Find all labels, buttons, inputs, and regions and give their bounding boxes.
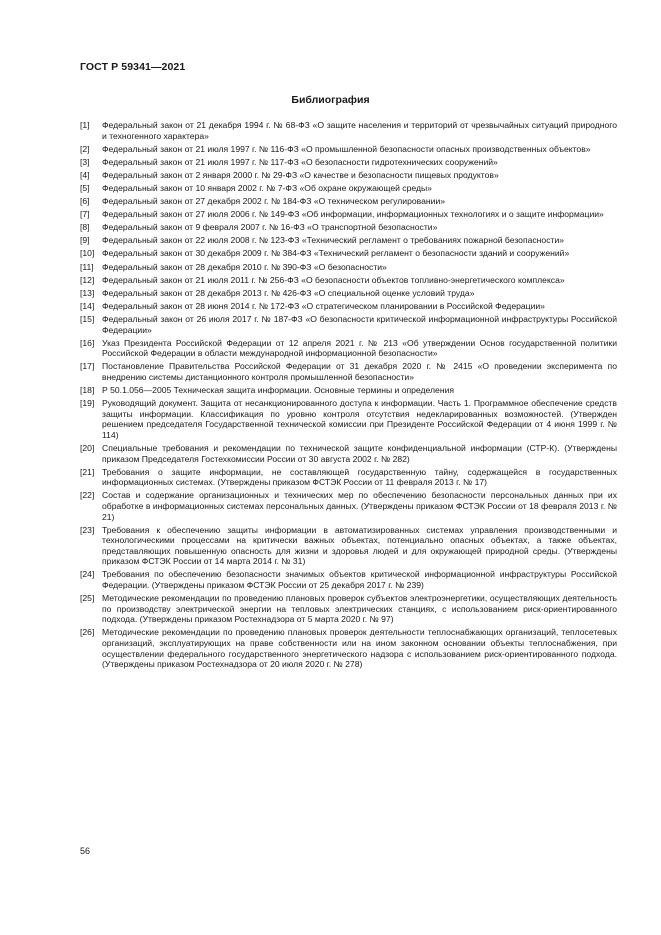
bibliography-entry: [80, 301, 617, 312]
entry-text: Р 50.1.056—2005 Техническая защита информации. Основные термины и определения: [102, 384, 455, 395]
entry-text: Состав и содержание организационных и технических мер по обеспечению безопасности персональных данных при их обработке в информационных системах персональных данных. (Утверждены приказом ФСТЭК России от 18 февраля 2013 г. № 21): [102, 490, 617, 522]
bibliography-entry: [80, 222, 617, 233]
bibliography-entry: [80, 183, 617, 194]
bibliography-entry: [80, 361, 617, 382]
bibliography-entry: [80, 314, 617, 335]
entry-text: Федеральный закон от 30 декабря 2009 г. № 384-ФЗ «Технический регламент о безопасности зданий и сооружений»: [102, 248, 570, 259]
bibliography-entry: [80, 209, 617, 220]
entry-text: Федеральный закон от 21 июля 1997 г. № 117-ФЗ «О безопасности гидротехнических сооружений»: [102, 156, 498, 167]
entry-number: [11]: [80, 261, 94, 272]
bibliography-entry: [80, 288, 617, 299]
entry-text: Указ Президента Российской Федерации от 12 апреля 2021 г. № 213 «Об утверждении Основ государственной политики Российской Федерации в области международной информационной безопасности»: [102, 337, 617, 359]
entry-number: [25]: [80, 593, 95, 604]
entry-text: Федеральный закон от 2 января 2000 г. № 29-ФЗ «О качестве и безопасности пищевых продуктов»: [102, 169, 499, 180]
entry-number: [2]: [80, 143, 90, 154]
entry-number: [23]: [80, 524, 95, 535]
standard-designation: ГОСТ Р 59341—2021: [80, 61, 186, 73]
entry-text: Федеральный закон от 28 декабря 2013 г. № 426-ФЗ «О специальной оценке условий труда»: [102, 287, 475, 298]
bibliography-list: [80, 120, 617, 672]
entry-text: Федеральный закон от 27 июля 2006 г. № 149-ФЗ «Об информации, информационных технологиях и о защите информации»: [102, 209, 604, 220]
entry-number: [3]: [80, 156, 90, 167]
entry-text: Руководящий документ. Защита от несанкционированного доступа к информации. Часть 1. Программное обеспечение средств защиты информации. Классификация по уровню контроля отсутствия недекларированных возможностей. (Утвержден решением председателя Государственной технической комиссии при Президенте Российской Федерации от 4 июня 1999 г. № 114): [102, 398, 617, 440]
bibliography-entry: [80, 120, 617, 141]
entry-number: [14]: [80, 300, 95, 311]
bibliography-entry: [80, 467, 617, 488]
entry-text: Федеральный закон от 26 июля 2017 г. № 187-ФЗ «О безопасности критической информационной инфраструктуры Российской Федерации»: [102, 313, 617, 335]
section-title: Библиография: [291, 94, 370, 106]
bibliography-entry: [80, 157, 617, 168]
bibliography-entry: [80, 398, 617, 440]
entry-text: Федеральный закон от 22 июля 2008 г. № 123-ФЗ «Технический регламент о требованиях пожарной безопасности»: [102, 235, 565, 246]
bibliography-entry: [80, 593, 617, 625]
entry-text: Требования по обеспечению безопасности значимых объектов критической информационной инфраструктуры Российской Федерации. (Утверждены приказом ФСТЭК России от 25 декабря 2017 г. № 239): [102, 569, 617, 591]
bibliography-entry: [80, 490, 617, 522]
bibliography-entry: [80, 235, 617, 246]
bibliography-entry: [80, 170, 617, 181]
entry-text: Федеральный закон от 21 июля 1997 г. № 116-ФЗ «О промышленной безопасности опасных производственных объектов»: [102, 143, 591, 154]
entry-text: Федеральный закон от 9 февраля 2007 г. № 16-ФЗ «О транспортной безопасности»: [102, 222, 438, 233]
entry-number: [13]: [80, 287, 95, 298]
entry-text: Федеральный закон от 10 января 2002 г. № 7-ФЗ «Об охране окружающей среды»: [102, 182, 432, 193]
bibliography-entry: [80, 275, 617, 286]
entry-number: [4]: [80, 169, 90, 180]
bibliography-entry: [80, 196, 617, 207]
entry-text: Требования к обеспечению защиты информации в автоматизированных системах управления производственными и технологическими процессами на критически важных объектах, потенциально опасных объектах, а также объектах, представляющих повышенную опасность для жизни и здоровья людей и для окружающей природной среды. (Утверждены приказом ФСТЭК России от 14 марта 2014 г. № 31): [102, 524, 617, 567]
bibliography-entry: [80, 144, 617, 155]
entry-number: [26]: [80, 627, 95, 638]
entry-number: [24]: [80, 569, 95, 580]
entry-text: Методические рекомендации по проведению плановых проверок субъектов электроэнергетики, осуществляющих деятельность по производству электрической энергии на тепловых электрических станциях, с использованием риск-ориентированного подхода. (Утверждены приказом Ростехнадзора от 5 марта 2020 г. № 97): [102, 593, 617, 625]
entry-number: [18]: [80, 384, 95, 395]
page-number: 56: [80, 846, 91, 856]
bibliography-entry: [80, 262, 617, 273]
entry-number: [8]: [80, 222, 90, 233]
entry-number: [20]: [80, 442, 95, 453]
entry-number: [9]: [80, 235, 90, 246]
bibliography-entry: [80, 569, 617, 590]
entry-text: Федеральный закон от 28 июня 2014 г. № 172-ФЗ «О стратегическом планировании в Российской Федерации»: [102, 300, 545, 311]
entry-text: Федеральный закон от 27 декабря 2002 г. № 184-ФЗ «О техническом регулировании»: [102, 196, 446, 207]
entry-number: [7]: [80, 209, 90, 220]
entry-text: Постановление Правительства Российской Федерации от 31 декабря 2020 г. № 2415 «О проведении эксперимента по внедрению системы дистанционного контроля промышленной безопасности»: [102, 361, 617, 382]
entry-number: [19]: [80, 398, 95, 409]
bibliography-entry: [80, 525, 617, 567]
entry-number: [10]: [80, 248, 95, 259]
bibliography-entry: [80, 443, 617, 464]
bibliography-entry: [80, 338, 617, 359]
entry-text: Федеральный закон от 21 декабря 1994 г. № 68-ФЗ «О защите населения и территорий от чрезвычайных ситуаций природного и техногенного характера»: [102, 120, 617, 141]
entry-number: [22]: [80, 490, 95, 501]
bibliography-entry: [80, 248, 617, 259]
entry-text: Федеральный закон от 28 декабря 2010 г. № 390-ФЗ «О безопасности»: [102, 261, 387, 272]
entry-text: Методические рекомендации по проведению плановых проверок деятельности теплоснабжающих организаций, теплосетевых организаций, эксплуатирующих на праве собственности или на ином законном основании объекты теплоснабжения, при осуществлении федерального государственного энергетического надзора с использованием риск-ориентированного подхода. (Утверждены приказом Ростехнадзора от 20 июля 2020 г. № 278): [102, 627, 617, 670]
entry-number: [21]: [80, 466, 95, 477]
entry-number: [5]: [80, 182, 90, 193]
bibliography-entry: [80, 627, 617, 669]
entry-number: [15]: [80, 313, 95, 324]
bibliography-entry: [80, 385, 617, 396]
entry-number: [16]: [80, 337, 95, 348]
entry-number: [12]: [80, 274, 95, 285]
entry-number: [17]: [80, 361, 95, 372]
entry-text: Федеральный закон от 21 июля 2011 г. № 256-ФЗ «О безопасности объектов топливно-энергетического комплекса»: [102, 274, 565, 285]
entry-text: Специальные требования и рекомендации по технической защите конфиденциальной информации (СТР-К). (Утверждены приказом Председателя Гостехкомиссии России от 30 августа 2002 г. № 282): [102, 442, 617, 464]
entry-number: [6]: [80, 196, 90, 207]
entry-text: Требования о защите информации, не составляющей государственную тайну, содержащейся в государственных информационных системах. (Утверждены приказом ФСТЭК России от 11 февраля 2013 г. № 17): [102, 466, 617, 488]
entry-number: [1]: [80, 120, 90, 130]
